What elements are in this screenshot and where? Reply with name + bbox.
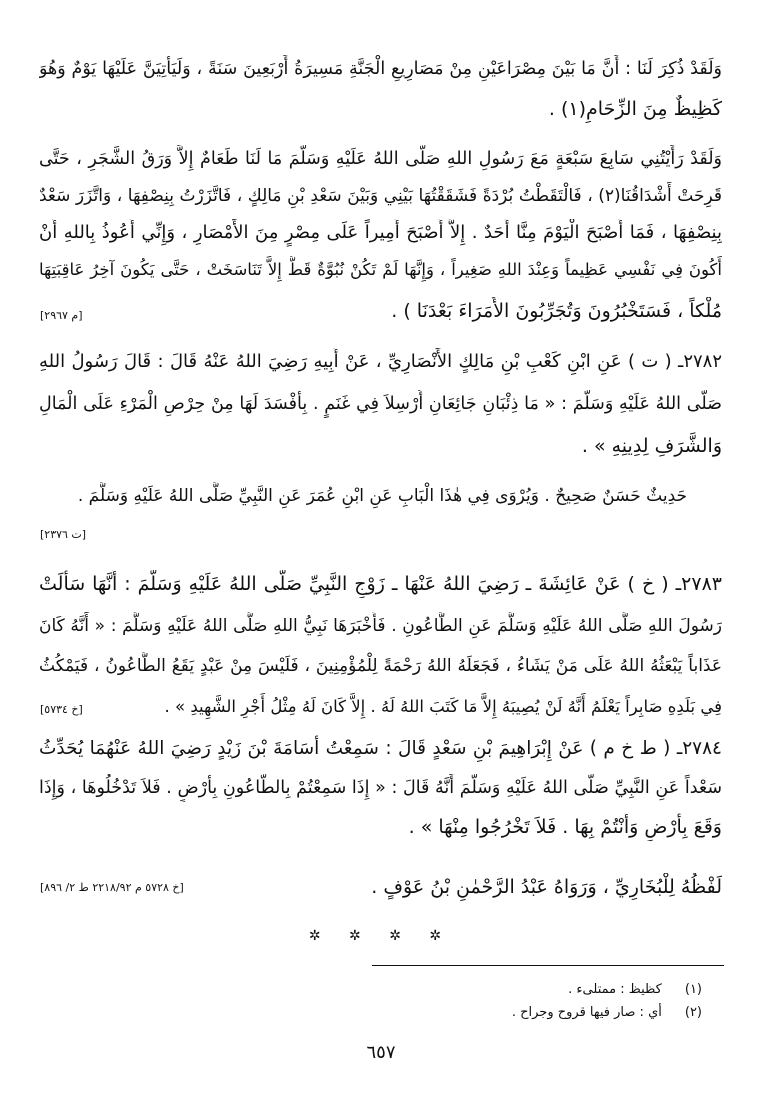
footnote-rule — [372, 965, 724, 966]
text-line: فِي بَلَدِهِ صَابِراً يَعْلَمُ أَنَّهُ لَنْ يُصِيبَهُ إِلاَّ مَا كَتَبَ اللهُ لَهُ . إِلاَّ كَانَ لَهُ مِثْلُ أَجْرِ الشَّهِيدِ » . — [164, 697, 722, 716]
text-line: لَفْظُهُ لِلْبُخَارِيِّ ، وَرَوَاهُ عَبْدُ الرَّحْمٰنِ بْنُ عَوْفٍ . — [371, 876, 722, 898]
text-line: وَلَقَدْ ذُكِرَ لَنَا : أَنَّ مَا بَيْنَ مِصْرَاعَيْنِ مِنْ مَصَارِيعِ الْجَنَّةِ مَسِيرَةُ أَرْبَعِينَ سَنَةً ، وَلَيَأْتِيَنَّ عَلَيْهَا يَوْمٌ وَهُوَ — [39, 59, 722, 79]
text-line: عَذَاباً يَبْعَثُهُ اللهُ عَلَى مَنْ يَشَاءُ ، فَجَعَلَهُ اللهُ رَحْمَةً لِلْمُؤْمِنِينَ ، فَلَيْسَ مِنْ عَبْدٍ يَقَعُ الطَّاعُونُ ، فَيَمْكُثُ — [39, 656, 722, 676]
source-reference: [خ ٥٧٣٤] — [40, 703, 83, 716]
text-line: أَكُونَ فِي نَفْسِي عَظِيماً وَعِنْدَ اللهِ صَغِيراً ، وَإِنَّهَا لَمْ تَكُنْ نُبُوَّةٌ قَطُّ إِلاَّ تَنَاسَخَتْ ، حَتَّى يَكُونَ آخِرُ عَاقِبَتِهَا — [39, 260, 722, 279]
section-separator: ✲ ✲ ✲ ✲ — [308, 928, 454, 944]
source-reference: [م ٢٩٦٧] — [40, 309, 83, 322]
text-line: رَسُولَ اللهِ صَلَّى اللهُ عَلَيْهِ وَسَلَّمَ عَنِ الطَّاعُونِ . فَأَخْبَرَهَا نَبِيُّ اللهِ صَلَّى اللهُ عَلَيْهِ وَسَلَّمَ : « أَنَّهُ كَانَ — [39, 616, 722, 636]
footnote-number: (٢) — [684, 1005, 702, 1020]
text-line: وَقَعَ بِأَرْضٍ وَأَنْتُمْ بِهَا . فَلاَ تَخْرُجُوا مِنْهَا » . — [408, 816, 722, 838]
footnote-number: (١) — [684, 982, 702, 997]
hadith-2782-line: ٢٧٨٢ـ ( ت ) عَنِ ابْنِ كَعْبِ بْنِ مَالِكٍ الأَنْصَارِيِّ ، عَنْ أَبِيهِ رَضِيَ اللهُ عَنْهُ قَالَ : قَالَ رَسُولُ اللهِ — [39, 351, 722, 372]
footnote — [512, 1003, 702, 1023]
text-line: وَلَقَدْ رَأَيْتُنِي سَابِعَ سَبْعَةٍ مَعَ رَسُولِ اللهِ صَلَّى اللهُ عَلَيْهِ وَسَلَّمَ مَا لَنَا طَعَامٌ إِلاَّ وَرَقُ الشَّجَرِ ، حَتَّى — [39, 149, 722, 169]
footnote-text: أي : صار فيها قروح وجراح . — [511, 1005, 662, 1020]
source-reference: [ت ٢٣٧٦] — [40, 528, 87, 541]
text-line: صَلَّى اللهُ عَلَيْهِ وَسَلَّمَ : « مَا ذِئْبَانِ جَائِعَانِ أُرْسِلاَ فِي غَنَمٍ . بِأَفْسَدَ لَهَا مِنْ حِرْصِ الْمَرْءِ عَلَى الْمَالِ — [39, 394, 722, 414]
text-line: مُلْكاً ، فَسَتَخْبُرُونَ وَتُجَرِّبُونَ الأُمَرَاءَ بَعْدَنَا ) . — [391, 300, 722, 322]
page-number: ٦٥٧ — [366, 1042, 396, 1063]
text-line: بِنِصْفِهَا ، فَمَا أَصْبَحَ الْيَوْمَ مِنَّا أَحَدٌ . إِلاَّ أَصْبَحَ أَمِيراً عَلَى مِصْرٍ مِنَ الأَمْصَارِ ، وَإِنِّي أَعُوذُ بِاللهِ أَنْ — [39, 222, 722, 243]
footnote-text: كظيظ : ممتلىء . — [568, 982, 662, 997]
text-line: وَالشَّرَفِ لِدِينِهِ » . — [581, 435, 722, 457]
footnote — [568, 980, 702, 1000]
text-line: قَرِحَتْ أَشْدَاقُنَا(٢) ، فَالْتَقَطْتُ بُرْدَةً فَشَقَقْتُهَا بَيْنِي وَبَيْنَ سَعْدِ بْنِ مَالِكٍ ، فَاتَّزَرْتُ بِنِصْفِهَا ، وَاتَّزَرَ سَعْدٌ — [39, 186, 722, 206]
text-line: كَظِيظٌ مِنَ الزِّحَامِ(١) . — [548, 98, 722, 120]
text-line: سَعْداً عَنِ النَّبِيِّ صَلَّى اللهُ عَلَيْهِ وَسَلَّمَ أَنَّهُ قَالَ : « إِذَا سَمِعْتُمْ بِالطَّاعُونِ بِأَرْضٍ . فَلاَ تَدْخُلُوهَا ، وَإِذَا — [39, 778, 722, 798]
grading-line: حَدِيثٌ حَسَنٌ صَحِيحٌ . وَيُرْوَى فِي هٰذَا الْبَابِ عَنِ ابْنِ عُمَرَ عَنِ النَّبِيِّ صَلَّى اللهُ عَلَيْهِ وَسَلَّمَ . — [77, 486, 687, 506]
hadith-2784-line: ٢٧٨٤ـ ( ط خ م ) عَنْ إِبْرَاهِيمَ بْنِ سَعْدٍ قَالَ : سَمِعْتُ أُسَامَةَ بْنَ زَيْدٍ رَضِيَ اللهُ عَنْهُمَا يُحَدِّثُ — [39, 738, 722, 759]
source-reference: [خ ٥٧٢٨ م ٢٢١٨/٩٢ ط ٢/ ٨٩٦] — [40, 881, 184, 894]
hadith-2783-line: ٢٧٨٣ـ ( خ ) عَنْ عَائِشَةَ ـ رَضِيَ اللهُ عَنْهَا ـ زَوْجِ النَّبِيِّ صَلَّى اللهُ عَلَيْهِ وَسَلَّمَ : أَنَّهَا سَأَلَتْ — [39, 573, 722, 595]
